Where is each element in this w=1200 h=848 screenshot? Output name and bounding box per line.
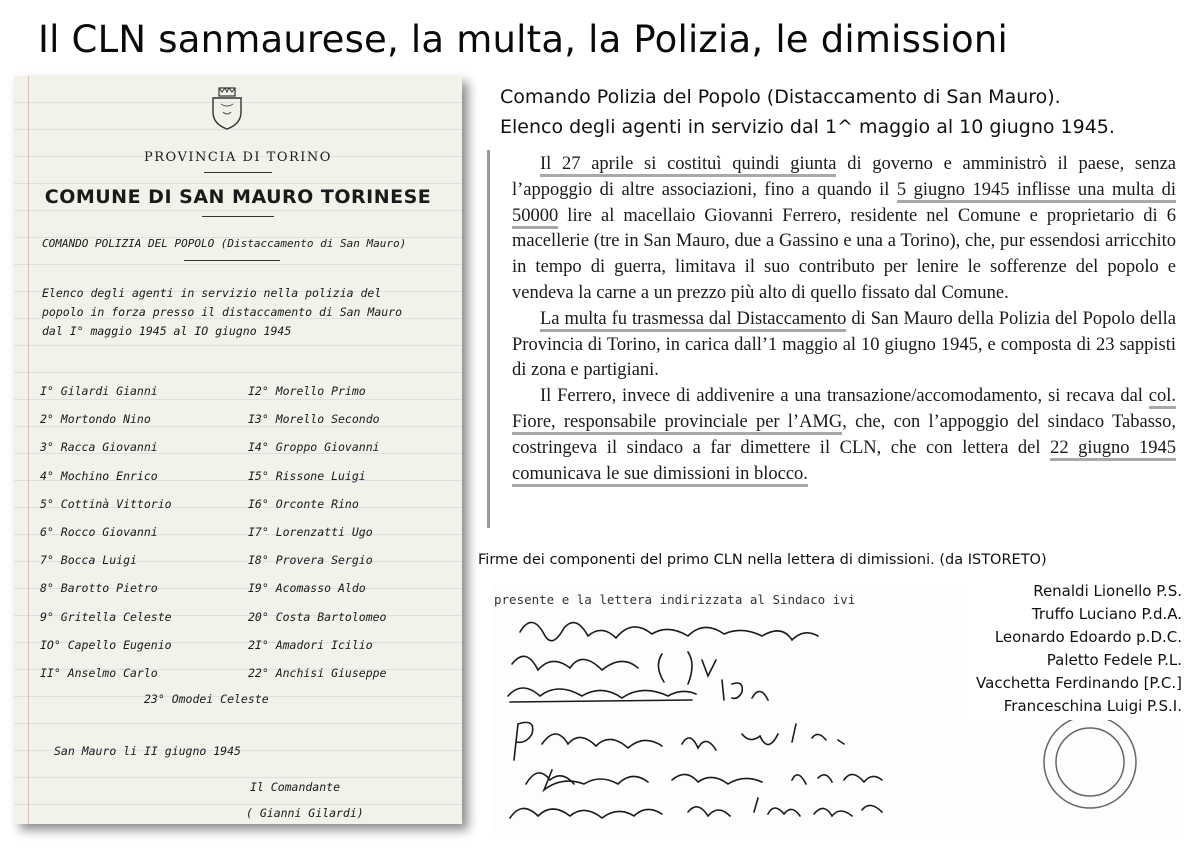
typed-line: presente e la lettera indirizzata al Sindaco ivi — [494, 592, 856, 607]
text-span: di San Mauro della Polizia del Popolo della Provincia di Torino, in carica dall’1 maggio al 10 giugno 1945, e composta di 23 sappisti di zona e partigiani. — [512, 308, 1176, 381]
agent-entry: II° Anselmo Carlo — [40, 666, 158, 680]
member-name: Franceschina Luigi P.S.I. — [1003, 697, 1182, 715]
highlight: Il 27 aprile si costituì quindi giunta — [540, 154, 836, 177]
agent-entry: IO° Capello Eugenio — [40, 637, 172, 652]
agent-entry: I4° Groppo Giovanni — [248, 440, 380, 455]
agent-entry: 3° Racca Giovanni — [40, 440, 158, 455]
date-line: San Mauro li II giugno 1945 — [54, 744, 241, 758]
coat-of-arms-icon — [209, 86, 245, 130]
agent-entry: 8° Barotto Pietro — [40, 581, 158, 596]
caption-line-1: Comando Polizia del Popolo (Distaccamento di San Mauro). — [500, 86, 1061, 108]
comando-line: COMANDO POLIZIA DEL POPOLO (Distaccamento di San Mauro) — [42, 237, 407, 250]
comandante-name: ( Gianni Gilardi) — [246, 806, 364, 820]
agent-entry: 4° Mochino Enrico — [40, 468, 158, 483]
agent-entry: 5° Cottinà Vittorio — [40, 496, 172, 511]
highlight: La multa fu trasmessa dal Distaccamento — [540, 309, 846, 332]
highlight: 5 giugno 1945 inflisse una multa di 50000 — [512, 180, 1176, 229]
agent-entry: 22° Anchisi Giuseppe — [248, 666, 387, 680]
text-span: , che, con l’appoggio del sindaco Tabasso, costringeva il sindaco a far dimettere il CLN, che con lettera del — [512, 411, 1176, 458]
member-name: Vacchetta Ferdinando [P.C.] — [976, 674, 1182, 692]
stamp-seal — [1044, 716, 1136, 808]
text-span: di governo e amministrò il paese, senza l’appoggio di altre associazioni, fino a quando il — [512, 154, 1176, 200]
divider — [204, 172, 272, 173]
divider — [202, 216, 274, 217]
document-caption — [500, 82, 1115, 142]
comandante-label: Il Comandante — [250, 780, 341, 794]
text-span: lire al macellaio Giovanni Ferrero, residente nel Comune e proprietario di 6 macellerie (tre in San Mauro, due a Gassino e una a Torino), che, pur essendosi arricchito in tempo di guerra, limitava il suo contributo per lenire le sofferenze del popolo e vendeva la carne a un prezzo più alto di quello fissato dal Comune. — [512, 205, 1176, 303]
highlight: col. Fiore, responsabile provinciale per l’AMG — [512, 386, 1176, 435]
agent-entry: I3° Morello Secondo — [248, 412, 380, 427]
caption-line-2: Elenco degli agenti in servizio dal 1^ maggio al 10 giugno 1945. — [500, 116, 1115, 138]
agent-entry: 9° Gritella Celeste — [40, 609, 172, 624]
divider — [184, 260, 280, 261]
cln-member-names — [966, 576, 1182, 720]
agent-entry: I7° Lorenzatti Ugo — [248, 525, 373, 539]
page-title: Il CLN sanmaurese, la multa, la Polizia, le dimissioni — [38, 18, 1009, 61]
member-name: Paletto Fedele P.L. — [1046, 651, 1182, 669]
elenco-paragraph: Elenco degli agenti in servizio nella polizia del popolo in forza presso il distaccamento di San Mauro dal I° maggio 1945 al IO giugno 1945 — [42, 286, 403, 338]
agent-entry: 2I° Amadori Icilio — [248, 637, 373, 652]
agent-entry: 2° Mortondo Nino — [40, 412, 151, 427]
agent-entry: I9° Acomasso Aldo — [248, 581, 366, 596]
provincia-heading: PROVINCIA DI TORINO — [144, 150, 332, 165]
scanned-document — [14, 76, 462, 824]
agent-entry: 6° Rocco Giovanni — [40, 525, 158, 539]
agent-entry: 7° Bocca Luigi — [40, 553, 137, 568]
agent-entry: 20° Costa Bartolomeo — [248, 609, 387, 624]
agent-last: 23° Omodei Celeste — [144, 692, 269, 706]
agent-entry: I2° Morello Primo — [248, 384, 366, 398]
body-text — [512, 152, 1176, 487]
text-span: Il Ferrero, invece di addivenire a una transazione/accomodamento, si recava dal — [540, 386, 1149, 407]
agent-entry: I6° Orconte Rino — [248, 496, 359, 511]
paragraph-2 — [512, 307, 1176, 384]
paragraph-3 — [512, 384, 1176, 487]
agent-entry: I° Gilardi Gianni — [40, 384, 158, 398]
agent-entry: I5° Rissone Luigi — [248, 468, 366, 483]
paragraph-1 — [512, 152, 1176, 307]
member-name: Renaldi Lionello P.S. — [1033, 582, 1182, 600]
quote-bar — [487, 150, 490, 528]
comune-heading: COMUNE DI SAN MAURO TORINESE — [44, 186, 432, 208]
member-name: Truffo Luciano P.d.A. — [1031, 605, 1182, 623]
highlight: 22 giugno 1945 comunicava le sue dimissioni in blocco. — [512, 438, 1176, 487]
agent-entry: I8° Provera Sergio — [248, 553, 373, 568]
member-name: Leonardo Edoardo p.D.C. — [994, 628, 1182, 646]
signatures-caption: Firme dei componenti del primo CLN nella lettera di dimissioni. (da ISTORETO) — [478, 552, 1047, 568]
